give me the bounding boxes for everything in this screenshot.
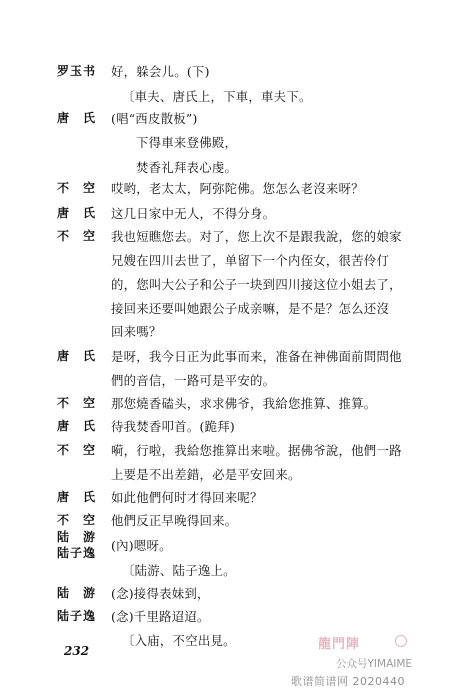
dialogue-line: 待我焚香叩首。(跪拜) <box>111 419 235 434</box>
speaker-label: 不 空 <box>57 513 97 527</box>
dialogue-line: (念)接得表妹到， <box>111 586 210 601</box>
dialogue-line: 这几日家中无人，不得分身。 <box>111 206 276 221</box>
dialogue-continuation: 接回来还要叫她跟公子成亲嘛，是不是？怎么还沒 <box>111 301 390 316</box>
dialogue-line: (念)千里路迢迢。 <box>111 609 210 624</box>
speaker-label: 罗玉书 <box>57 64 97 78</box>
dialogue-line: 嗬，行啦，我給您推算出来啦。据佛爷說，他們一路 <box>111 443 402 458</box>
dialogue-continuation: 回来嗎？ <box>111 324 162 339</box>
speaker-label: 唐 氏 <box>57 349 97 363</box>
watermark-seal-icon <box>395 635 407 647</box>
stage-direction: 〔車夫、唐氏上，下車，車夫下。 <box>122 89 312 104</box>
dialogue-continuation: 們的音信，一路可是平安的。 <box>111 373 276 388</box>
speaker-label: 陆子逸 <box>57 546 97 560</box>
stage-direction: 〔陆游、陆子逸上。 <box>122 563 236 578</box>
speaker-label: 唐 氏 <box>57 206 97 220</box>
verse-line: 焚香礼拜表心虔。 <box>136 160 238 175</box>
verse-line: 下得車来登佛殿， <box>136 135 238 150</box>
dialogue-continuation: 上要是不出差錯，必是平安回来。 <box>111 467 301 482</box>
dialogue-line: (內)嗯呀。 <box>111 538 172 553</box>
watermark-brand: 龍門陣 <box>318 637 361 652</box>
speaker-label: 不 空 <box>57 229 97 243</box>
dialogue-line: (唱“西皮散板”) <box>111 111 198 126</box>
dialogue-line: 那您燒香磕头，求求佛爷，我給您推算、推算。 <box>111 396 377 411</box>
speaker-label: 陆子逸 <box>57 609 97 623</box>
dialogue-line: 是呀，我今日正为此事而来，准备在神佛面前問問他 <box>111 349 402 364</box>
speaker-label: 不 空 <box>57 396 97 410</box>
dialogue-line: 他們反正早晚得回来。 <box>111 513 238 528</box>
speaker-label: 陆 游 <box>57 530 97 544</box>
dialogue-continuation: 兄嫂在四川去世了，单留下一个内侄女，很苦伶仃 <box>111 253 390 268</box>
watermark-wechat: 公众号YIMAIME <box>336 658 413 670</box>
speaker-label: 唐 氏 <box>57 419 97 433</box>
speaker-label: 不 空 <box>57 181 97 195</box>
speaker-label: 唐 氏 <box>57 490 97 504</box>
dialogue-line: 好，躲会儿。(下) <box>111 64 210 79</box>
speaker-label: 唐 氏 <box>57 111 97 125</box>
speaker-label: 不 空 <box>57 443 97 457</box>
speaker-label: 陆 游 <box>57 586 97 600</box>
dialogue-line: 我也短瞧您去。对了，您上次不是跟我說，您的娘家 <box>111 229 402 244</box>
dialogue-line: 哎哟，老太太，阿弥陀佛。您怎么老沒来呀？ <box>111 181 364 196</box>
page-number: 232 <box>64 644 90 658</box>
watermark-site: 歌谱简谱网 2020440 <box>291 675 405 688</box>
dialogue-line: 如此他們何时才得回来呢？ <box>111 490 263 505</box>
dialogue-continuation: 的，您叫大公子和公子一块到四川接这位小姐去了， <box>111 277 402 292</box>
stage-direction: 〔入庙，不空出見。 <box>122 633 236 648</box>
